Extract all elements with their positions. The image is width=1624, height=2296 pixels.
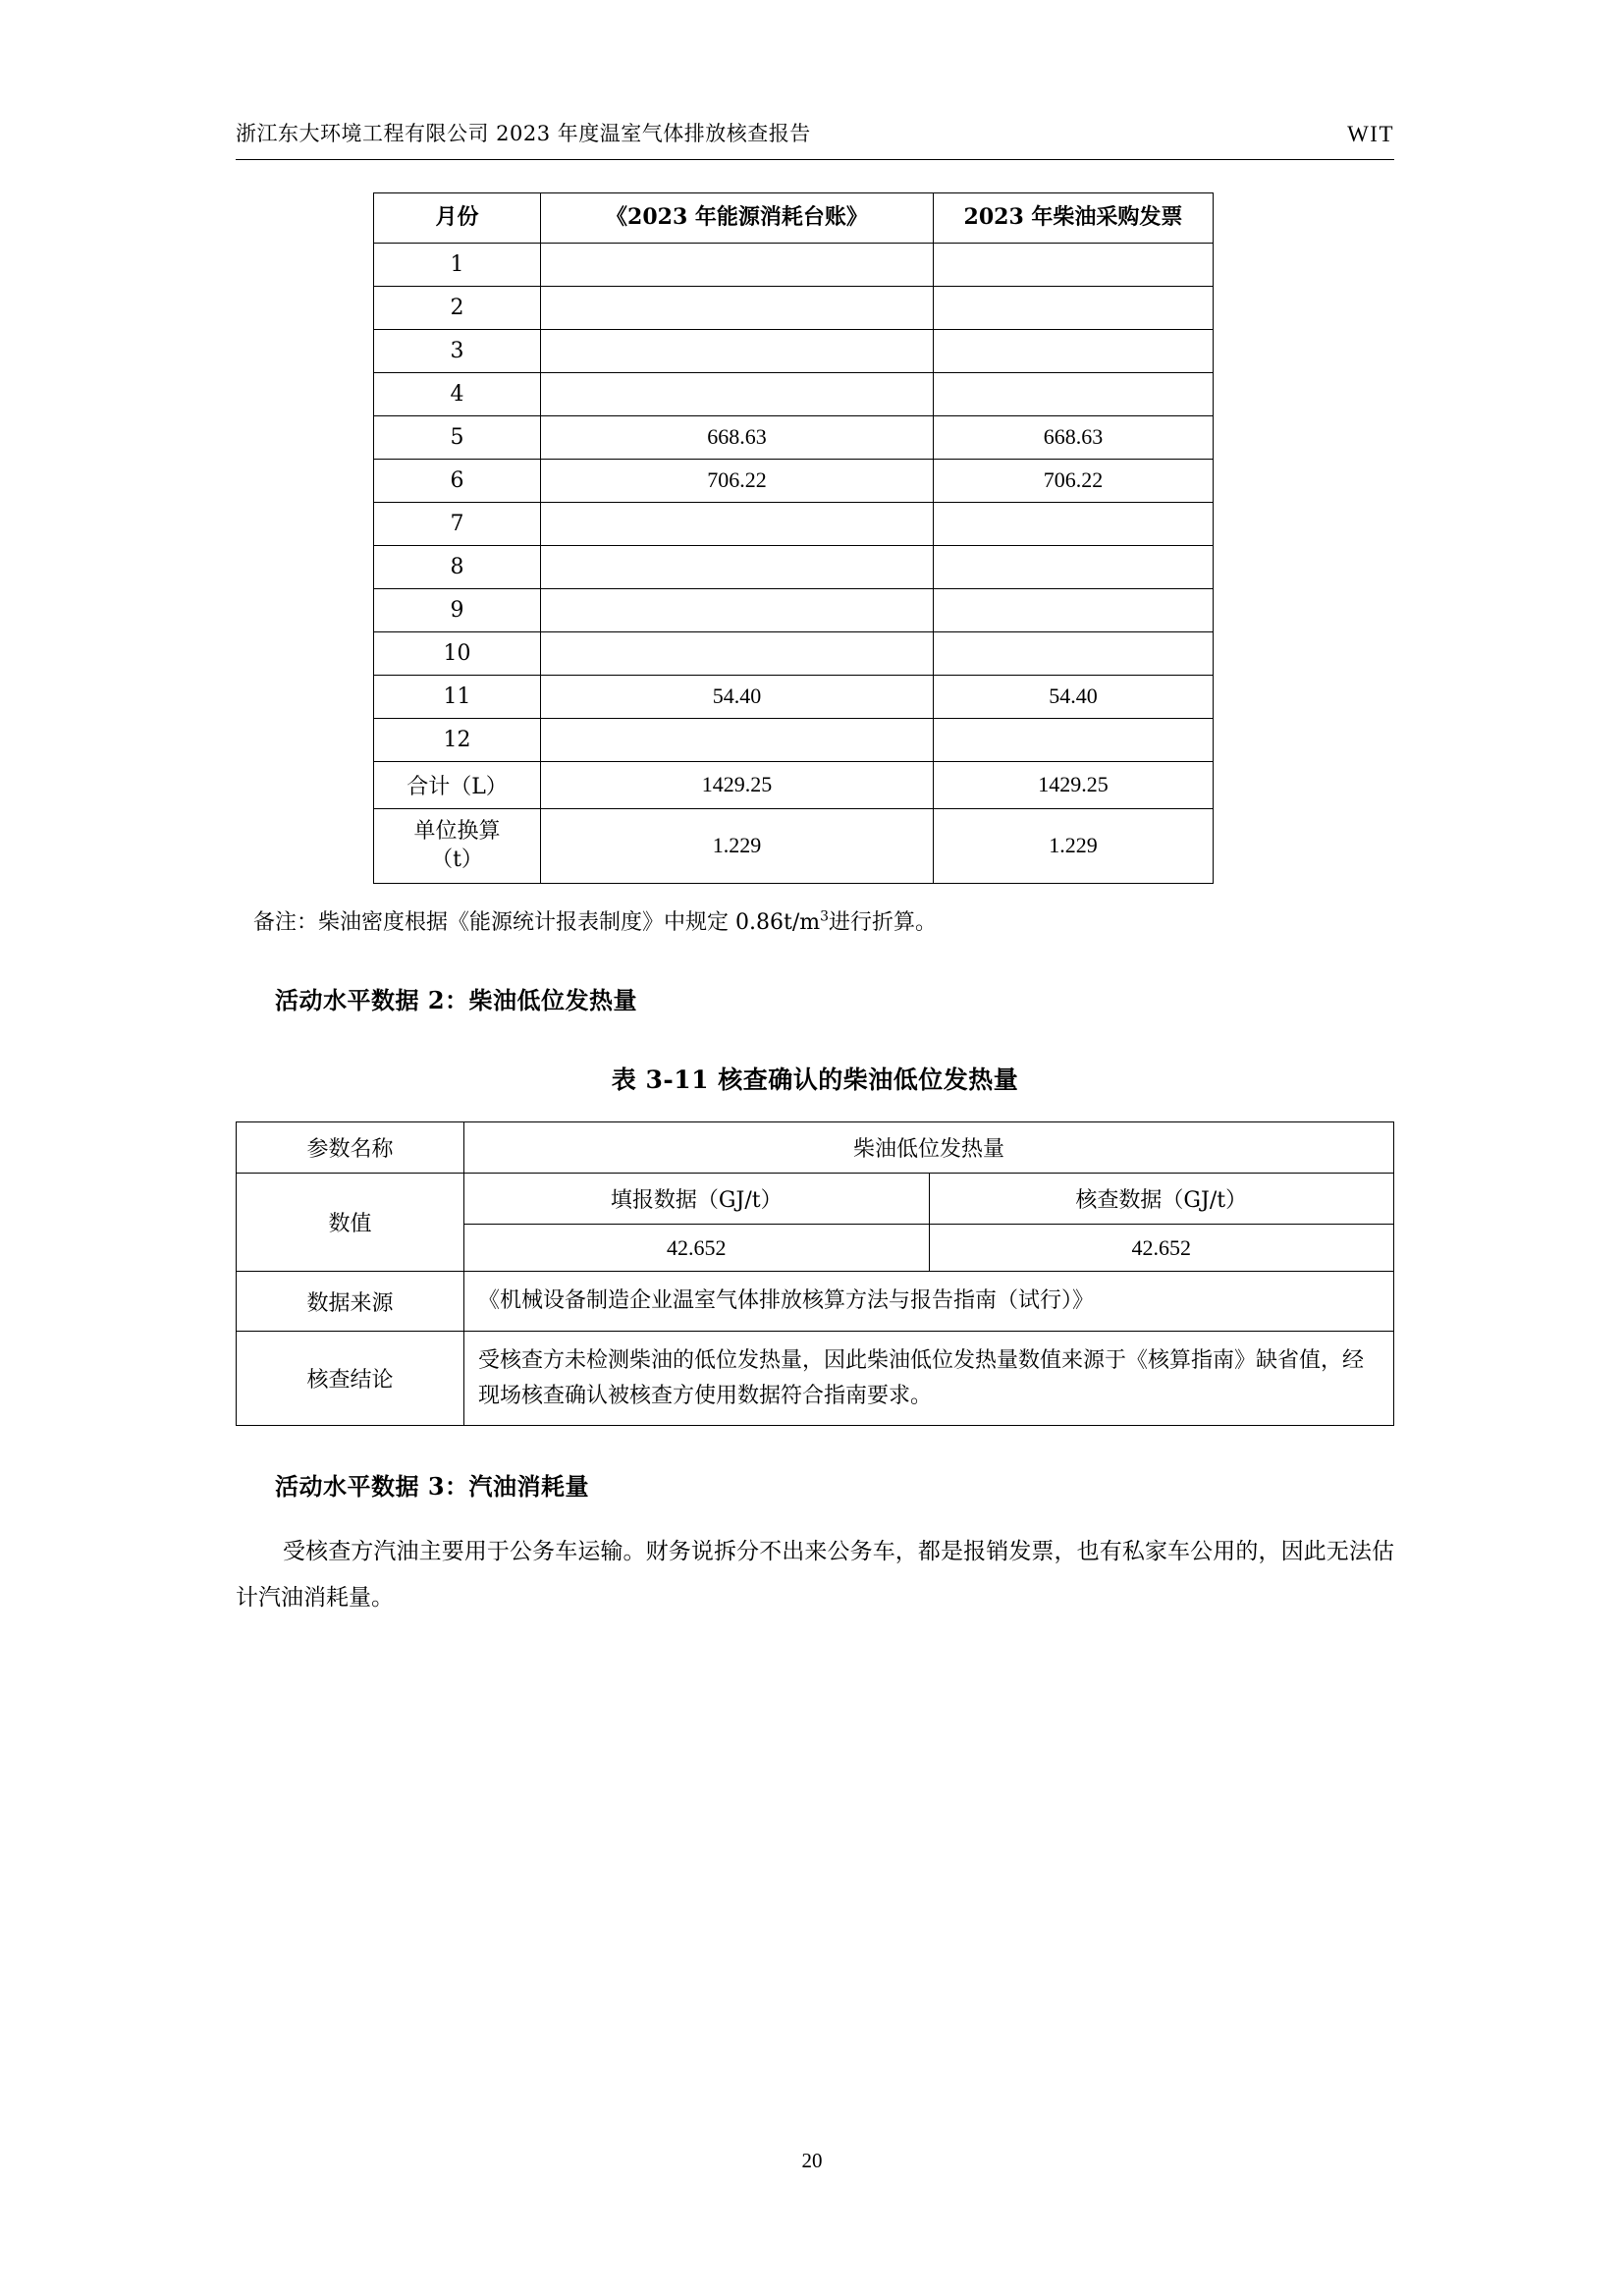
- cell-ledger: [541, 286, 934, 329]
- cell-ledger: [541, 545, 934, 588]
- cell-invoice: [934, 372, 1214, 415]
- table-row-source: [237, 1272, 1394, 1332]
- cell-month: 8: [374, 545, 541, 588]
- cell-ledger: [541, 329, 934, 372]
- table-row: [374, 588, 1214, 631]
- cell-invoice: [934, 502, 1214, 545]
- note-prefix: 备注：柴油密度根据《能源统计报表制度》中规定 0.86t/m: [253, 910, 821, 936]
- cell-ledger: [541, 718, 934, 761]
- cell-ledger: [541, 372, 934, 415]
- table-header-row: [374, 193, 1214, 244]
- section-heading-activity-data-3: 活动水平数据 3：汽油消耗量: [275, 1472, 590, 1502]
- table-row-param-name: [237, 1122, 1394, 1174]
- cell-reported-value: 42.652: [464, 1225, 930, 1272]
- cell-month: 9: [374, 588, 541, 631]
- cell-verified-header: 核查数据（GJ/t）: [929, 1174, 1394, 1225]
- cell-ledger: [541, 243, 934, 286]
- cell-month: 4: [374, 372, 541, 415]
- table-row: [374, 545, 1214, 588]
- cell-ledger: 668.63: [541, 415, 934, 459]
- cell-month: 5: [374, 415, 541, 459]
- table-row-conclusion: [237, 1331, 1394, 1425]
- cell-invoice: 668.63: [934, 415, 1214, 459]
- table-row: [374, 718, 1214, 761]
- cell-month: 7: [374, 502, 541, 545]
- table-row: [374, 243, 1214, 286]
- header-logo-text: WIT: [1347, 122, 1394, 146]
- cell-source-label: 数据来源: [237, 1272, 464, 1332]
- column-header-invoice: 2023 年柴油采购发票: [934, 193, 1214, 244]
- cell-invoice: [934, 631, 1214, 675]
- diesel-consumption-table: [373, 192, 1214, 884]
- cell-month: 1: [374, 243, 541, 286]
- header-row: [236, 118, 1394, 159]
- page-header: [236, 118, 1394, 160]
- cell-ledger: 54.40: [541, 675, 934, 718]
- column-header-month: 月份: [374, 193, 541, 244]
- cell-ledger: [541, 502, 934, 545]
- cell-invoice: [934, 329, 1214, 372]
- cell-param-name-value: 柴油低位发热量: [464, 1122, 1394, 1174]
- page-content: [236, 183, 1394, 1621]
- cell-total-label: 合计（L）: [374, 761, 541, 808]
- table-row: [374, 415, 1214, 459]
- cell-unit-conversion-label: 单位换算 （t）: [374, 808, 541, 883]
- table-note: [253, 905, 1394, 940]
- cell-source-value: 《机械设备制造企业温室气体排放核算方法与报告指南（试行）》: [464, 1272, 1394, 1332]
- cell-total-invoice: 1429.25: [934, 761, 1214, 808]
- cell-conclusion-label: 核查结论: [237, 1331, 464, 1425]
- cell-unit-conversion-invoice: 1.229: [934, 808, 1214, 883]
- cell-invoice: 54.40: [934, 675, 1214, 718]
- header-divider: [236, 159, 1394, 160]
- table-row: [374, 675, 1214, 718]
- table-row: [374, 286, 1214, 329]
- cell-invoice: [934, 718, 1214, 761]
- table-row: [374, 502, 1214, 545]
- cell-month: 6: [374, 459, 541, 502]
- cell-month: 2: [374, 286, 541, 329]
- cell-ledger: [541, 588, 934, 631]
- cell-param-name-label: 参数名称: [237, 1122, 464, 1174]
- cell-month: 11: [374, 675, 541, 718]
- cell-value-label: 数值: [237, 1174, 464, 1272]
- cell-invoice: [934, 545, 1214, 588]
- header-document-title: 浙江东大环境工程有限公司 2023 年度温室气体排放核查报告: [236, 122, 811, 145]
- section-heading-activity-data-2: 活动水平数据 2：柴油低位发热量: [275, 986, 638, 1015]
- cell-verified-value: 42.652: [929, 1225, 1394, 1272]
- cell-total-ledger: 1429.25: [541, 761, 934, 808]
- footer-page-number: 20: [801, 2149, 823, 2172]
- table-caption-3-11: 表 3-11 核查确认的柴油低位发热量: [611, 1066, 1019, 1095]
- cell-invoice: 706.22: [934, 459, 1214, 502]
- cell-unit-conversion-ledger: 1.229: [541, 808, 934, 883]
- cell-invoice: [934, 243, 1214, 286]
- section3-paragraph: 受核查方汽油主要用于公务车运输。财务说拆分不出来公务车，都是报销发票，也有私家车公用的，因此无法估计汽油消耗量。: [236, 1539, 1394, 1612]
- table-row-unit-conversion: [374, 808, 1214, 883]
- column-header-ledger: 《2023 年能源消耗台账》: [541, 193, 934, 244]
- cell-conclusion-value: 受核查方未检测柴油的低位发热量，因此柴油低位发热量数值来源于《核算指南》缺省值，经现场核查确认被核查方使用数据符合指南要求。: [464, 1331, 1394, 1425]
- cell-ledger: [541, 631, 934, 675]
- table-row: [374, 329, 1214, 372]
- cell-invoice: [934, 286, 1214, 329]
- cell-month: 12: [374, 718, 541, 761]
- diesel-ncv-table: [236, 1121, 1394, 1426]
- cell-month: 10: [374, 631, 541, 675]
- table-row-total: [374, 761, 1214, 808]
- table-row-value-headers: [237, 1174, 1394, 1225]
- note-suffix: 进行折算。: [829, 910, 938, 936]
- cell-reported-header: 填报数据（GJ/t）: [464, 1174, 930, 1225]
- cell-ledger: 706.22: [541, 459, 934, 502]
- cell-invoice: [934, 588, 1214, 631]
- note-superscript: 3: [820, 908, 830, 925]
- table-row: [374, 459, 1214, 502]
- table-row: [374, 372, 1214, 415]
- cell-month: 3: [374, 329, 541, 372]
- table-row: [374, 631, 1214, 675]
